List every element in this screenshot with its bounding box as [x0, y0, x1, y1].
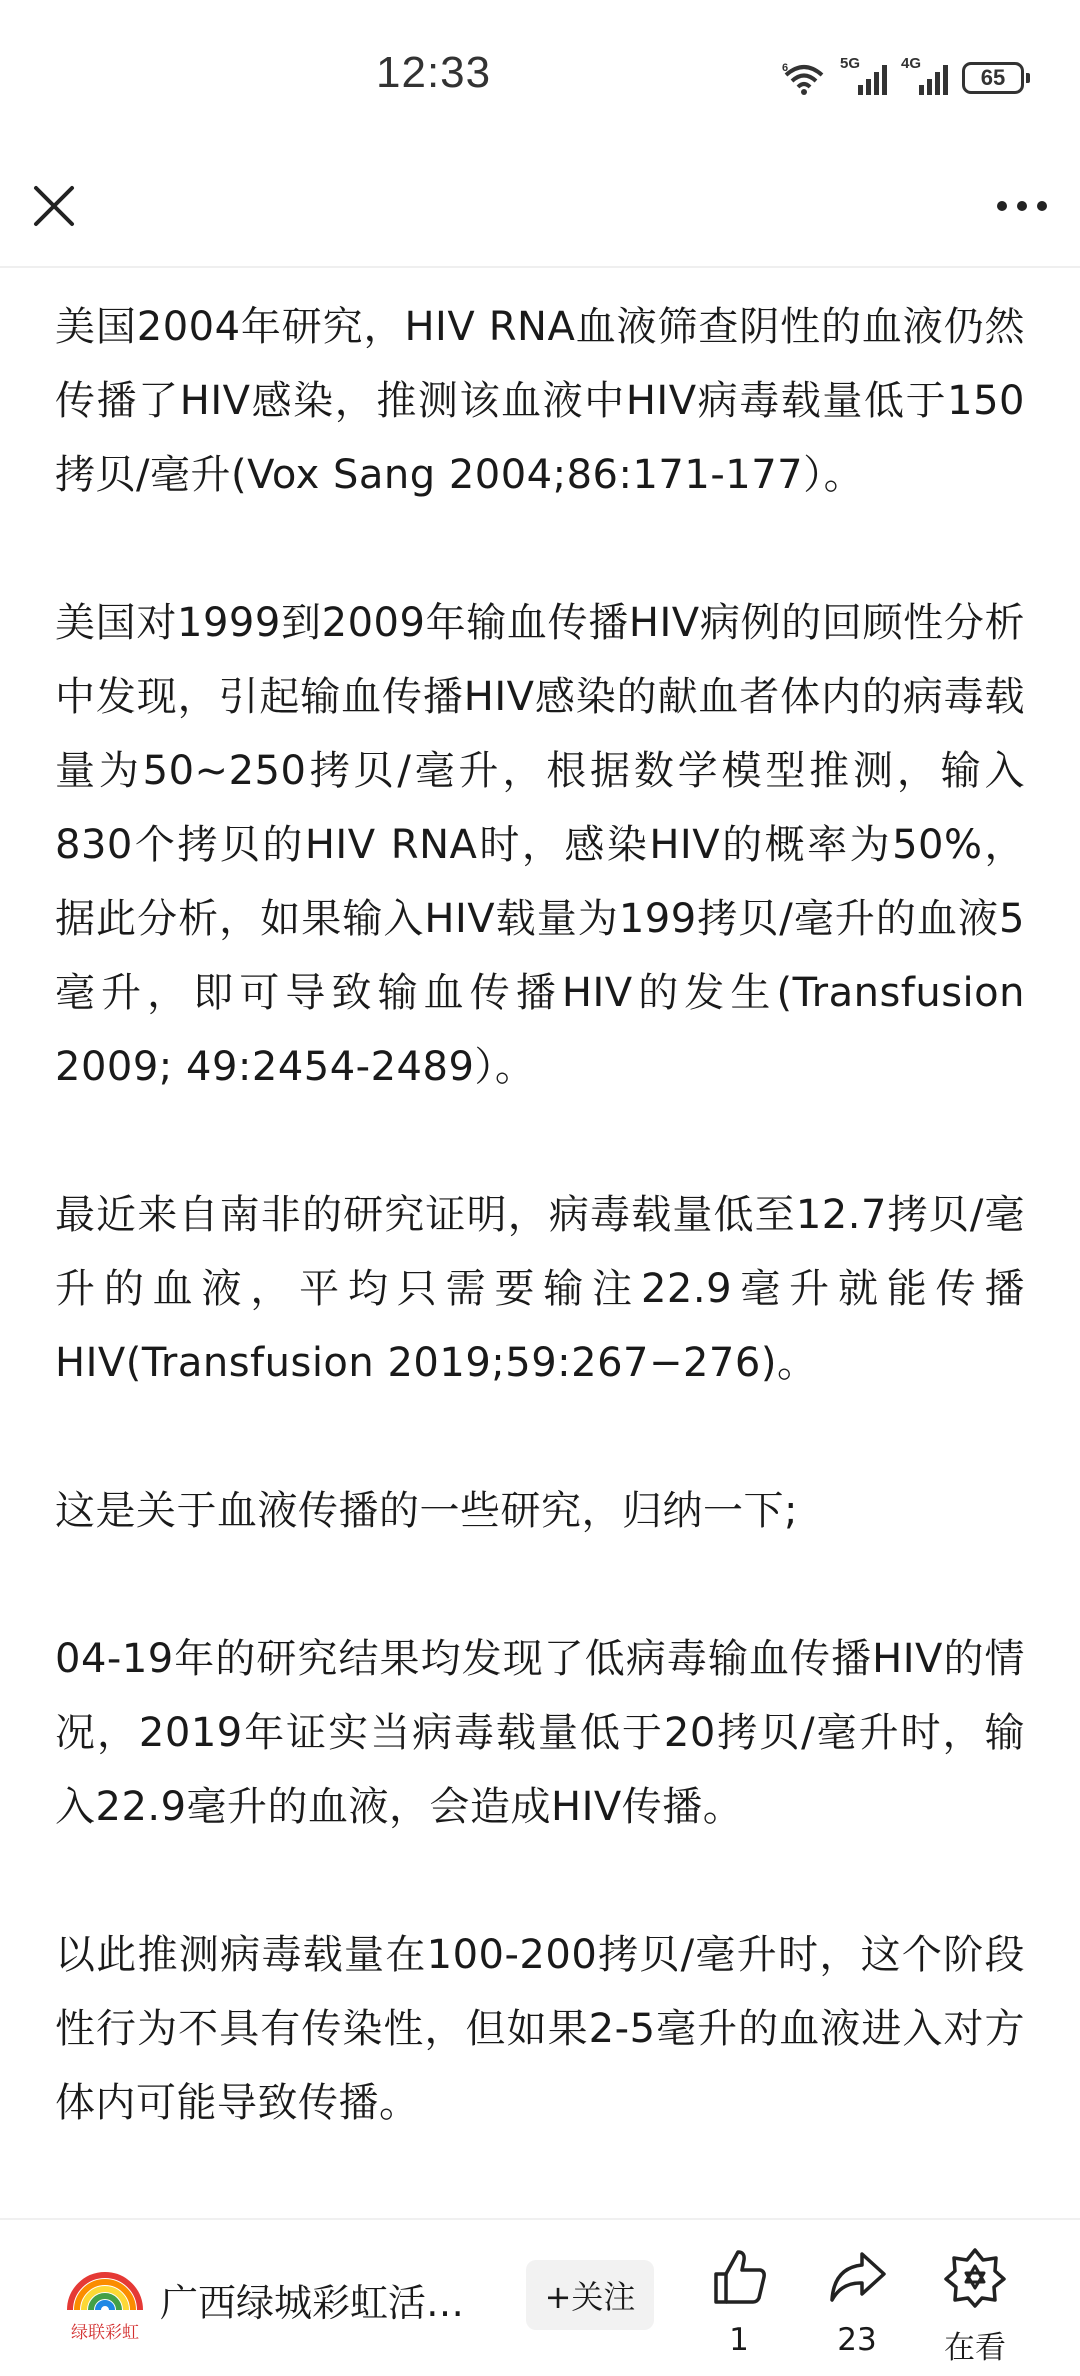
svg-text:6: 6	[782, 62, 789, 74]
watching-button[interactable]	[920, 2246, 1030, 2366]
share-count: 23	[837, 2322, 877, 2358]
status-bar	[0, 0, 1080, 150]
signal-5g-label: 5G	[840, 55, 861, 72]
signal-4g-label: 4G	[901, 55, 922, 72]
article-paragraph: 以此推测病毒载量在100-200拷贝/毫升时，这个阶段性行为不具有传染性，但如果2-5毫升的血液进入对方体内可能导致传播。	[55, 1932, 1025, 2126]
article-body	[55, 290, 1025, 2210]
account-logo[interactable]	[50, 2252, 160, 2352]
svg-text:绿联彩虹: 绿联彩虹	[71, 2323, 139, 2343]
article-paragraph: 这是关于血液传播的一些研究，归纳一下;	[55, 1488, 798, 1534]
watching-label: 在看	[944, 2330, 1006, 2366]
signal-4g-icon	[901, 55, 948, 95]
more-icon	[990, 178, 1054, 234]
follow-button[interactable]: +关注	[526, 2260, 654, 2330]
account-name[interactable]: 广西绿城彩虹活…	[160, 2281, 465, 2325]
article-paragraph: 美国对1999到2009年输血传播HIV病例的回顾性分析中发现，引起输血传播HIV感染的献血者体内的病毒载量为50~250拷贝/毫升，根据数学模型推测，输入830个拷贝的HIV RNA时，感染HIV的概率为50%，据此分析，如果输入HIV载量为199拷贝/毫升的血液5毫升，即可导致输血传播HIV的发生(Transfusion 2009; 49:2454-2489）。	[55, 600, 1025, 1090]
battery-icon	[962, 62, 1024, 94]
more-button[interactable]	[990, 178, 1054, 234]
close-icon	[26, 178, 82, 234]
like-button[interactable]	[684, 2246, 794, 2366]
share-icon	[826, 2246, 888, 2308]
article-paragraph: 美国2004年研究，HIV RNA血液筛查阴性的血液仍然传播了HIV感染，推测该血液中HIV病毒载量低于150拷贝/毫升(Vox Sang 2004;86:171-177）。	[55, 304, 1025, 498]
bottom-bar	[0, 2218, 1080, 2376]
close-button[interactable]	[26, 178, 82, 234]
status-icons	[782, 55, 1024, 98]
battery-level: 65	[980, 65, 1006, 90]
wifi-icon	[782, 61, 826, 95]
thumbs-up-icon	[708, 2246, 770, 2308]
article-paragraph: 最近来自南非的研究证明，病毒载量低至12.7拷贝/毫升的血液，平均只需要输注22.9毫升就能传播HIV(Transfusion 2019;59:267−276)。	[55, 1192, 1025, 1386]
top-nav	[0, 150, 1080, 268]
signal-5g-icon	[840, 55, 887, 95]
share-button[interactable]	[802, 2246, 912, 2366]
like-count: 1	[729, 2322, 749, 2358]
status-time: 12:33	[376, 48, 492, 97]
article-paragraph: 04-19年的研究结果均发现了低病毒输血传播HIV的情况，2019年证实当病毒载量低于20拷贝/毫升时，输入22.9毫升的血液，会造成HIV传播。	[55, 1636, 1025, 1830]
watching-icon	[944, 2246, 1006, 2308]
